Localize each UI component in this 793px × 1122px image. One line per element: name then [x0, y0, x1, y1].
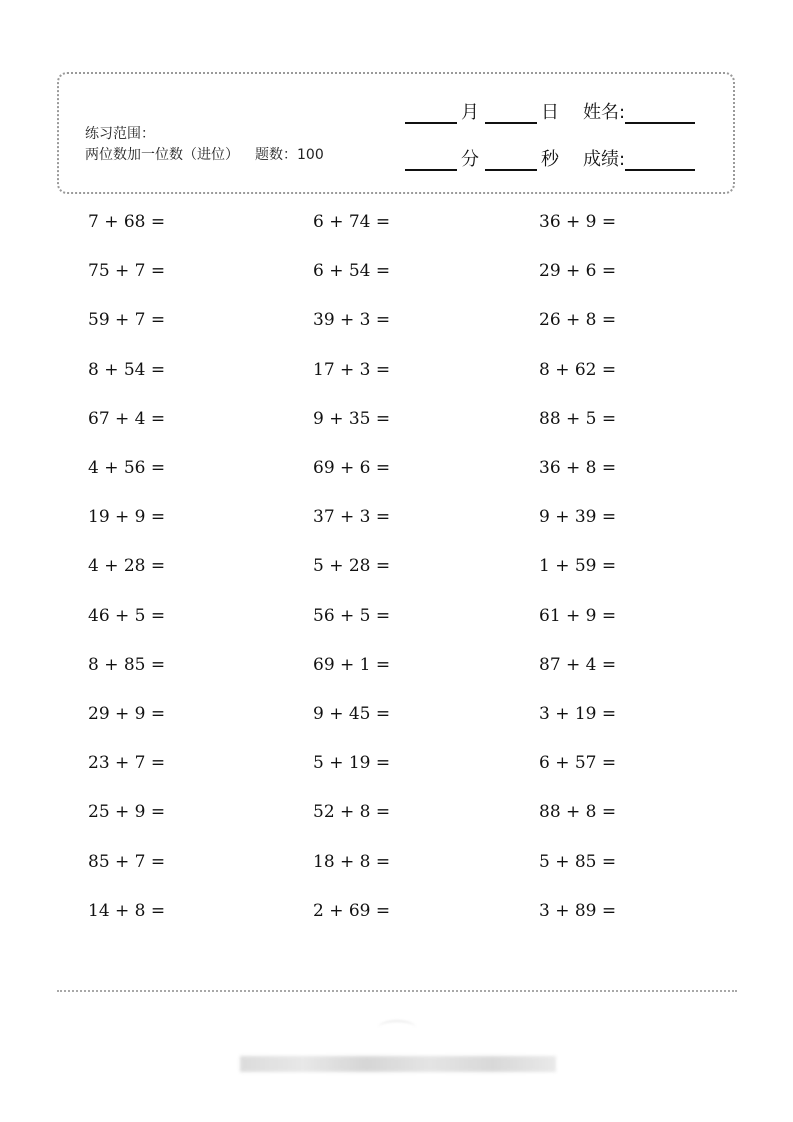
practice-range-label: 练习范围：: [85, 126, 155, 142]
problem-item: 69 + 6 =: [313, 458, 391, 478]
problem-item: 9 + 39 =: [539, 507, 617, 528]
problem-item: 26 + 8 =: [539, 310, 617, 331]
problem-item: 6 + 54 =: [313, 261, 391, 282]
problem-item: 52 + 8 =: [313, 802, 391, 823]
problem-item: 2 + 69 =: [313, 900, 391, 921]
problem-item: 17 + 3 =: [313, 359, 391, 380]
problem-item: 3 + 19 =: [539, 704, 617, 724]
problem-item: 8 + 62 =: [539, 359, 617, 380]
problem-item: 46 + 5 =: [88, 605, 166, 626]
problem-item: 88 + 8 =: [539, 802, 617, 823]
problem-item: 19 + 9 =: [88, 507, 166, 528]
problem-count: 题数：100: [255, 147, 324, 163]
date-name-row: [405, 98, 695, 124]
problem-item: 29 + 6 =: [539, 261, 617, 282]
problem-item: 36 + 8 =: [539, 458, 617, 478]
day-label: 日: [541, 102, 559, 123]
minute-label: 分: [461, 149, 479, 170]
worksheet-header: [57, 72, 735, 194]
month-blank[interactable]: [405, 102, 457, 124]
minute-blank[interactable]: [405, 149, 457, 171]
problem-item: 1 + 59 =: [539, 556, 617, 577]
score-label: 成绩:: [583, 149, 626, 170]
problem-item: 6 + 74 =: [313, 212, 391, 232]
problem-item: 67 + 4 =: [88, 408, 166, 429]
problem-item: 4 + 28 =: [88, 556, 166, 577]
problem-item: 39 + 3 =: [313, 310, 391, 331]
problem-item: 8 + 85 =: [88, 654, 166, 675]
score-blank[interactable]: [625, 149, 695, 171]
problem-item: 25 + 9 =: [88, 802, 166, 823]
time-score-row: [405, 145, 695, 171]
month-label: 月: [461, 102, 479, 123]
problem-item: 88 + 5 =: [539, 408, 617, 429]
day-blank[interactable]: [485, 102, 537, 124]
problem-item: 8 + 54 =: [88, 359, 166, 380]
footer-divider: [57, 990, 737, 992]
problem-item: 69 + 1 =: [313, 654, 391, 675]
problem-item: 37 + 3 =: [313, 507, 391, 528]
problem-item: 29 + 9 =: [88, 704, 166, 724]
problem-item: 5 + 28 =: [313, 556, 391, 577]
problem-item: 18 + 8 =: [313, 851, 391, 872]
blurred-logo-mark: [378, 1020, 416, 1036]
problem-item: 6 + 57 =: [539, 753, 617, 774]
second-blank[interactable]: [485, 149, 537, 171]
problem-item: 5 + 85 =: [539, 851, 617, 872]
problem-item: 7 + 68 =: [88, 212, 166, 232]
name-label: 姓名:: [583, 102, 626, 123]
problem-item: 59 + 7 =: [88, 310, 166, 331]
problem-item: 5 + 19 =: [313, 753, 391, 774]
problem-item: 61 + 9 =: [539, 605, 617, 626]
name-blank[interactable]: [625, 102, 695, 124]
second-label: 秒: [541, 149, 559, 170]
problem-item: 3 + 89 =: [539, 900, 617, 921]
blurred-footer-text: [240, 1056, 556, 1072]
problem-item: 9 + 45 =: [313, 704, 391, 724]
problem-item: 56 + 5 =: [313, 605, 391, 626]
practice-topic: 两位数加一位数（进位）: [85, 147, 239, 163]
problem-item: 75 + 7 =: [88, 261, 166, 282]
problem-item: 36 + 9 =: [539, 212, 617, 232]
problem-item: 23 + 7 =: [88, 753, 166, 774]
problem-item: 9 + 35 =: [313, 408, 391, 429]
problem-item: 87 + 4 =: [539, 654, 617, 675]
problem-item: 14 + 8 =: [88, 900, 166, 921]
problem-item: 85 + 7 =: [88, 851, 166, 872]
problem-item: 4 + 56 =: [88, 458, 166, 478]
practice-range-description: [85, 144, 324, 164]
